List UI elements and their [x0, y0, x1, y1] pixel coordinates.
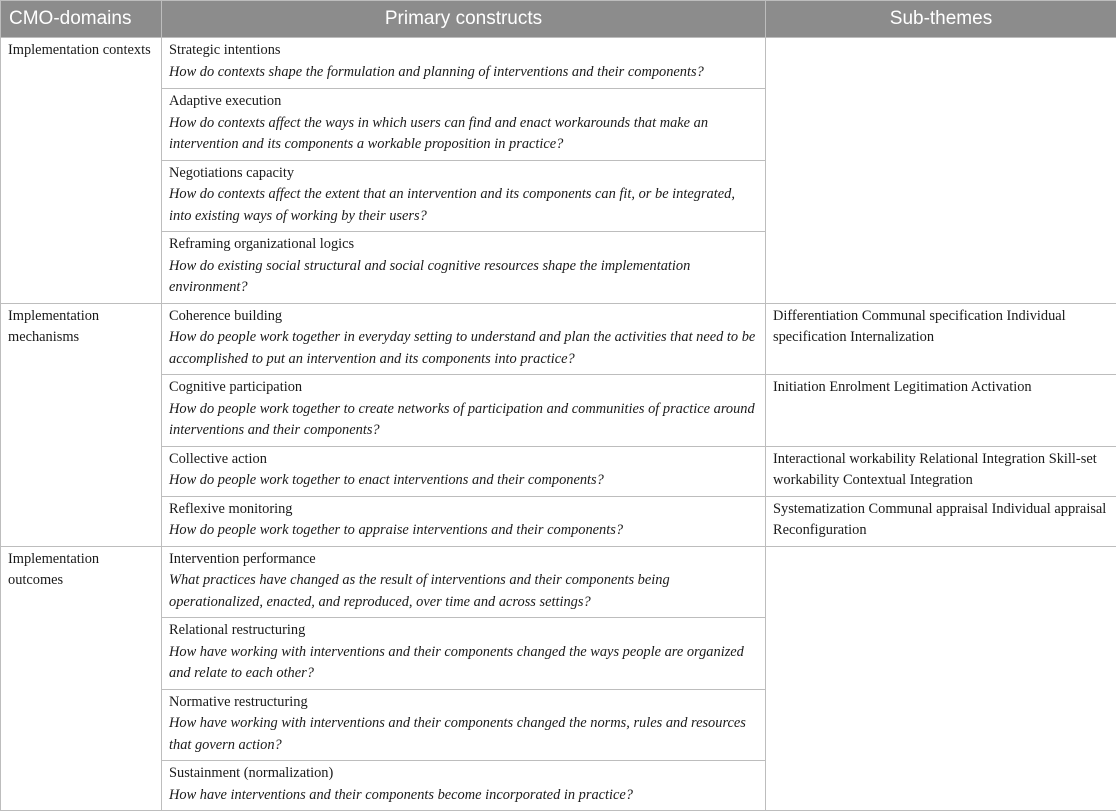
construct-name: Reflexive monitoring — [169, 499, 758, 521]
construct-cell — [162, 38, 766, 89]
subthemes-cell: Interactional workability Relational Integration Skill-set workability Contextual Integration — [766, 446, 1116, 496]
subthemes-cell: Initiation Enrolment Legitimation Activation — [766, 375, 1116, 447]
construct-cell — [162, 303, 766, 375]
construct-cell — [162, 618, 766, 690]
construct-name: Relational restructuring — [169, 620, 758, 642]
domain-cell: Implementation contexts — [1, 38, 162, 304]
domain-cell: Implementation mechanisms — [1, 303, 162, 546]
construct-name: Sustainment (normalization) — [169, 763, 758, 785]
construct-cell — [162, 689, 766, 761]
construct-name: Cognitive participation — [169, 377, 758, 399]
construct-question: How do people work together in everyday setting to understand and plan the activities that need to be accomplished to put an intervention and its components into practice? — [169, 327, 758, 370]
construct-cell — [162, 761, 766, 811]
construct-question: How do existing social structural and social cognitive resources shape the implementation environment? — [169, 256, 758, 299]
construct-question: How do people work together to enact interventions and their components? — [169, 470, 758, 492]
construct-name: Collective action — [169, 449, 758, 471]
construct-cell — [162, 496, 766, 546]
construct-question: How do contexts shape the formulation and planning of interventions and their components? — [169, 62, 758, 84]
table-row — [1, 375, 1116, 447]
construct-question: What practices have changed as the result of interventions and their components being operationalized, enacted, and reproduced, over time and across settings? — [169, 570, 758, 613]
construct-question: How do people work together to appraise interventions and their components? — [169, 520, 758, 542]
construct-name: Adaptive execution — [169, 91, 758, 113]
header-primary-constructs: Primary constructs — [162, 1, 766, 38]
subthemes-cell: Systematization Communal appraisal Individual appraisal Reconfiguration — [766, 496, 1116, 546]
construct-cell — [162, 232, 766, 304]
construct-question: How do people work together to create networks of participation and communities of practice around interventions and their components? — [169, 399, 758, 442]
construct-cell — [162, 160, 766, 232]
domain-cell: Implementation outcomes — [1, 546, 162, 811]
header-cmo-domains: CMO-domains — [1, 1, 162, 38]
table-row — [1, 546, 1116, 618]
header-sub-themes: Sub-themes — [766, 1, 1116, 38]
subthemes-cell: Differentiation Communal specification Individual specification Internalization — [766, 303, 1116, 375]
construct-name: Negotiations capacity — [169, 163, 758, 185]
table-row — [1, 496, 1116, 546]
construct-cell — [162, 89, 766, 161]
subthemes-cell — [766, 38, 1116, 304]
construct-question: How have working with interventions and their components changed the norms, rules and resources that govern action? — [169, 713, 758, 756]
construct-cell — [162, 446, 766, 496]
construct-question: How do contexts affect the extent that an intervention and its components can fit, or be integrated, into existing ways of working by their users? — [169, 184, 758, 227]
construct-cell — [162, 546, 766, 618]
table-row — [1, 446, 1116, 496]
subthemes-cell — [766, 546, 1116, 811]
table-row — [1, 38, 1116, 89]
construct-question: How have working with interventions and their components changed the ways people are organized and relate to each other? — [169, 642, 758, 685]
construct-name: Normative restructuring — [169, 692, 758, 714]
construct-name: Strategic intentions — [169, 40, 758, 62]
header-row — [1, 1, 1116, 38]
construct-cell — [162, 375, 766, 447]
table-row — [1, 303, 1116, 375]
construct-question: How do contexts affect the ways in which users can find and enact workarounds that make an intervention and its components a workable proposition in practice? — [169, 113, 758, 156]
construct-name: Intervention performance — [169, 549, 758, 571]
construct-name: Reframing organizational logics — [169, 234, 758, 256]
construct-name: Coherence building — [169, 306, 758, 328]
construct-question: How have interventions and their components become incorporated in practice? — [169, 785, 758, 807]
